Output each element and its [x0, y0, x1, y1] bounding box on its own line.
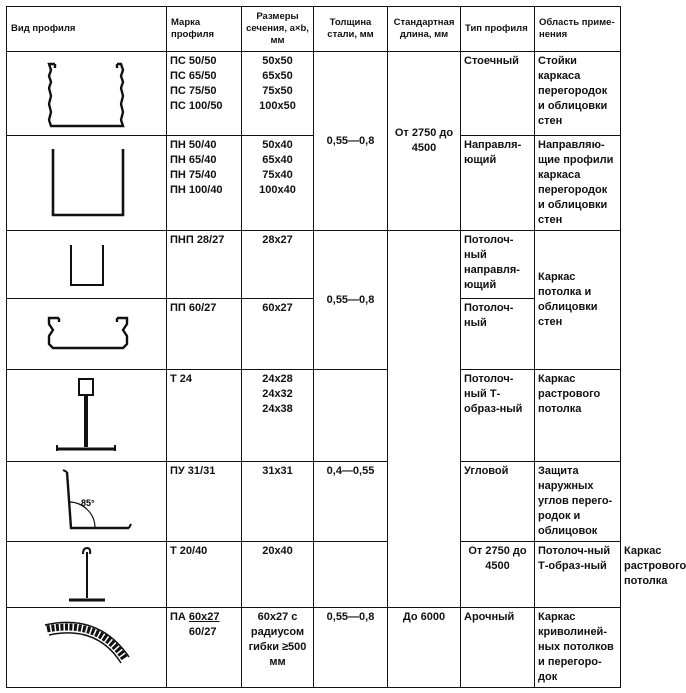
size-text: 100x40	[259, 184, 296, 196]
size-text: 50x50	[262, 55, 293, 67]
mark-fraction-den: 60/27	[188, 626, 217, 638]
profile-pnp-drawing	[7, 231, 167, 299]
size-text: 65x40	[262, 154, 293, 166]
mark-cell: ПУ 31/31	[167, 462, 242, 542]
mark-text: ПН 65/40	[170, 154, 217, 166]
mark-cell: ПП 60/27	[167, 299, 242, 370]
marks-cell	[167, 52, 242, 136]
table-row	[7, 231, 621, 299]
size-text: 24x38	[262, 403, 293, 415]
profile-pa-drawing	[7, 608, 167, 688]
header-thickness: Толщина стали, мм	[314, 7, 388, 52]
profile-t2040-drawing	[7, 542, 167, 608]
header-type: Тип профиля	[461, 7, 535, 52]
profile-ps-drawing	[7, 52, 167, 136]
type-cell: Угловой	[461, 462, 535, 542]
area-cell: Стойки каркаса перегородок и облицовки стен	[535, 52, 621, 136]
size-cell: 31x31	[242, 462, 314, 542]
size-cell: 60x27 с радиусом гибки ≥500 мм	[242, 608, 314, 688]
mark-fraction-num: 60x27	[188, 611, 220, 623]
profile-pn-drawing	[7, 136, 167, 231]
mark-prefix: ПА	[170, 611, 186, 623]
length-cell: От 2750 до 4500	[388, 52, 461, 231]
thickness-cell: 0,4—0,55	[314, 462, 388, 542]
sizes-cell	[242, 52, 314, 136]
sizes-cell	[242, 370, 314, 462]
mark-fraction	[189, 610, 220, 640]
marks-cell	[167, 136, 242, 231]
size-cell: 60x27	[242, 299, 314, 370]
size-cell: 28x27	[242, 231, 314, 299]
type-cell: Потолоч-ный направля-ющий	[461, 231, 535, 299]
length-cell: До 6000	[388, 608, 461, 688]
size-text: 50x40	[262, 139, 293, 151]
mark-text: ПС 65/50	[170, 70, 217, 82]
mark-cell: Т 20/40	[167, 542, 242, 608]
angle-label: 85°	[80, 497, 95, 508]
mark-cell: Т 24	[167, 370, 242, 462]
table-row	[7, 608, 621, 688]
header-view: Вид профиля	[7, 7, 167, 52]
profile-t24-drawing	[7, 370, 167, 462]
mark-text: ПС 75/50	[170, 85, 217, 97]
mark-text: ПН 50/40	[170, 139, 217, 151]
profile-pp-drawing	[7, 299, 167, 370]
header-area: Область приме-нения	[535, 7, 621, 52]
area-cell: Защита наружных углов перего-родок и облицовок	[535, 462, 621, 542]
thickness-empty-cell	[314, 542, 388, 608]
table-row	[7, 370, 621, 462]
table-row	[7, 462, 621, 542]
length-cell: От 2750 до 4500	[461, 542, 535, 608]
type-cell: Потолоч-ный Т-образ-ный	[535, 542, 621, 608]
table-row: Т 20/40 20x40 От 2750 до 4500 Потолоч-ный Т-образ-ный Каркас растрового потолка	[7, 542, 621, 608]
area-cell: Каркас криволиней-ных потолков и перегоро-док	[535, 608, 621, 688]
length-empty-cell	[388, 231, 461, 608]
area-cell: Каркас растрового потолка	[535, 370, 621, 462]
mark-text: ПС 50/50	[170, 55, 217, 67]
mark-cell: ПНП 28/27	[167, 231, 242, 299]
size-text: 100x50	[259, 100, 296, 112]
sizes-cell	[242, 136, 314, 231]
mark-text: ПН 100/40	[170, 184, 223, 196]
profiles-table	[6, 6, 686, 688]
type-cell: Потолоч-ный	[461, 299, 535, 370]
size-text: 65x50	[262, 70, 293, 82]
header-mark: Марка профиля	[167, 7, 242, 52]
thickness-cell: 0,55—0,8	[314, 231, 388, 370]
thickness-cell: 0,55—0,8	[314, 608, 388, 688]
profile-pu-drawing	[7, 462, 167, 542]
type-cell: Стоечный	[461, 52, 535, 136]
size-text: 24x32	[262, 388, 293, 400]
type-cell: Потолоч-ный Т-образ-ный	[461, 370, 535, 462]
type-cell: Арочный	[461, 608, 535, 688]
area-cell: Каркас потолка и облицовки стен	[535, 231, 621, 370]
table-row	[7, 52, 621, 136]
mark-text: ПН 75/40	[170, 169, 217, 181]
size-text: 75x40	[262, 169, 293, 181]
size-text: 24x28	[262, 373, 293, 385]
size-cell: 20x40	[242, 542, 314, 608]
header-length: Стандартная длина, мм	[388, 7, 461, 52]
thickness-cell: 0,55—0,8	[314, 52, 388, 231]
type-cell: Направля-ющий	[461, 136, 535, 231]
thickness-empty-cell	[314, 370, 388, 462]
mark-text: ПС 100/50	[170, 100, 223, 112]
header-row	[7, 7, 621, 52]
area-cell: Направляю-щие профили каркаса перегородок и облицовки стен	[535, 136, 621, 231]
size-text: 75x50	[262, 85, 293, 97]
mark-cell	[167, 608, 242, 688]
header-sizes: Размеры сечения, a×b, мм	[242, 7, 314, 52]
